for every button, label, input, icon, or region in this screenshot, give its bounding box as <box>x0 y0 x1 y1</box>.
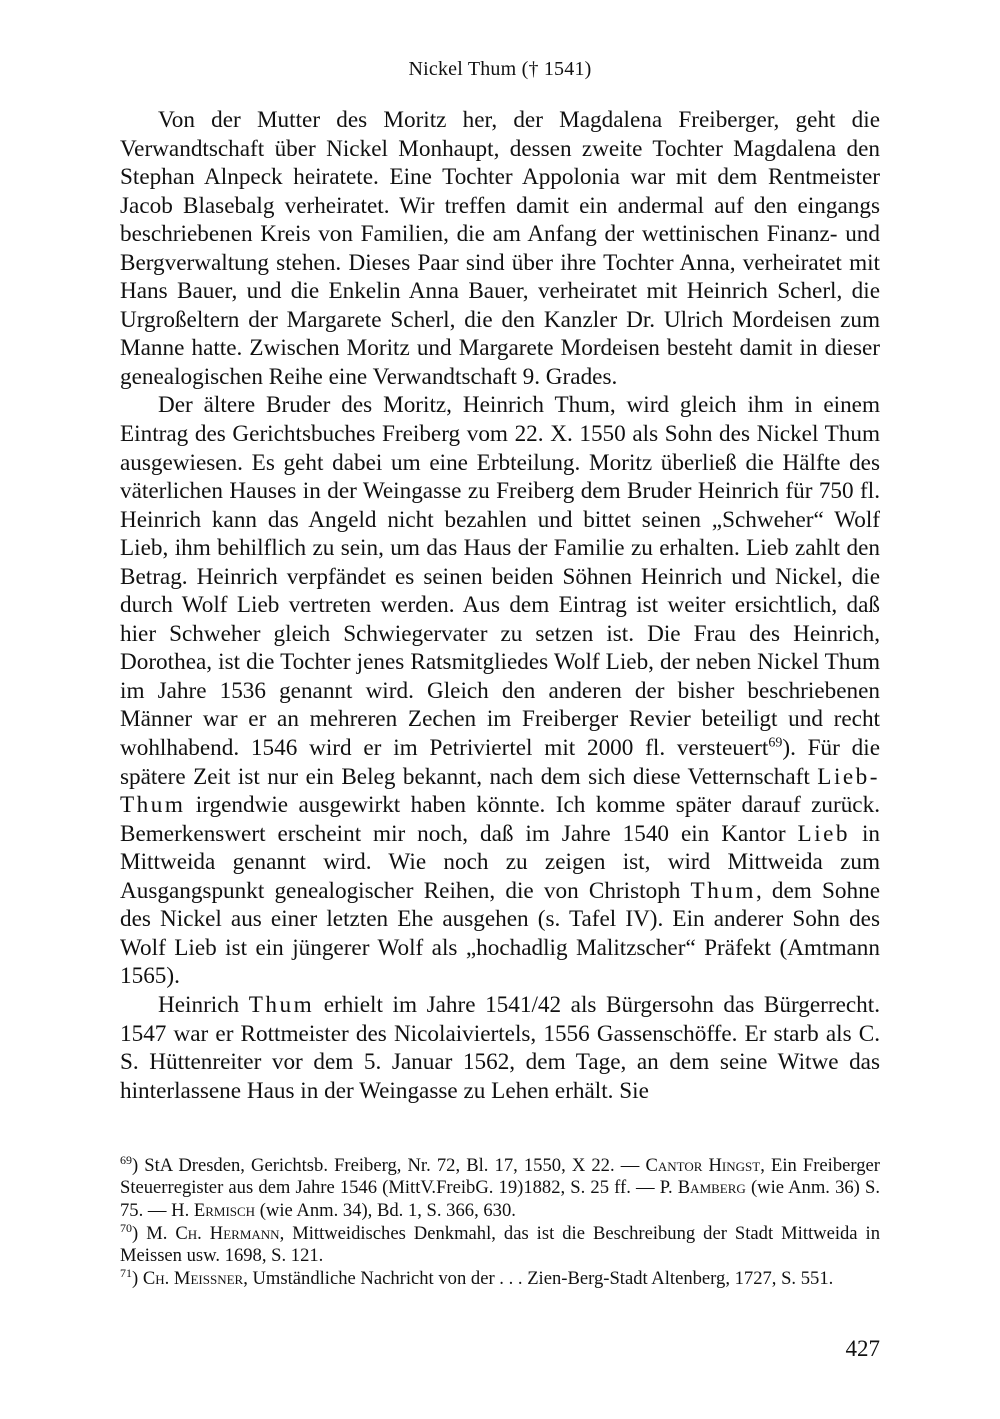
footnote-71 <box>120 1268 880 1290</box>
footnote-text: , Mittweidisches Denkmahl, das ist die Beschreibung der Stadt Mittweida in Meissen usw. 1698, S. 121. <box>120 1222 880 1267</box>
footnote-number: 70 <box>120 1220 132 1235</box>
paragraph-3-text-b: erhielt im Jahre 1541/42 als Bürgersohn das Bürgerrecht. 1547 war er Rottmeister des Nicolaiviertels, 1556 Gassenschöffe. Er starb als C. S. Hüttenreiter vor dem 5. Januar 1562, dem Tage, an dem seine Witwe das hinterlassene Haus in der Weingasse zu Lehen erhält. Sie <box>120 991 880 1104</box>
body-text <box>120 106 880 1105</box>
paragraph-2-text-c: irgendwie ausgewirkt haben könnte. Ich komme später darauf zurück. Bemerkenswert erscheint mir noch, daß im Jahre 1540 ein Kantor <box>120 792 880 847</box>
paragraph-2-text-a: Der ältere Bruder des Moritz, Heinrich Thum, wird gleich ihm in einem Eintrag des Gerichtsbuches Freiberg vom 22. X. 1550 als Sohn des Nickel Thum ausgewiesen. Es geht dabei um eine Erbteilung. Moritz überließ die Hälfte des väterlichen Hauses in der Weingasse zu Freiberg dem Bruder Heinrich für 750 fl. Heinrich kann das Angeld nicht bezahlen und bittet seinen „Schweher“ Wolf Lieb, ihm behilflich zu sein, um das Haus der Familie zu erhalten. Lieb zahlt den Betrag. Heinrich verpfändet es seinen beiden Söhnen Heinrich und Nickel, die durch Wolf Lieb vertreten werden. Aus dem Eintrag ist weiter ersichtlich, daß hier Schweher gleich Schwiegervater zu setzen ist. Die Frau des Heinrich, Dorothea, ist die Tochter jenes Ratsmitgliedes Wolf Lieb, der neben Nickel Thum im Jahre 1536 genannt wird. Gleich den anderen der bisher beschriebenen Männer war er an mehreren Zechen im Freiberger Revier beteiligt und recht wohlhabend. 1546 wird er im Petriviertel mit 2000 fl. versteuert <box>120 392 880 762</box>
page-number: 427 <box>845 1336 880 1361</box>
footnote-text: ) StA Dresden, Gerichtsb. Freiberg, Nr. 72, Bl. 17, 1550, X 22. — <box>132 1155 646 1176</box>
footnote-text: (wie Anm. 36) S. 75. — <box>120 1177 880 1221</box>
footnotes <box>120 1152 880 1292</box>
author-name: Cantor Hingst <box>645 1155 761 1176</box>
author-name: P. Bamberg <box>659 1177 746 1199</box>
footnote-number: 71 <box>120 1266 132 1281</box>
paragraph-3 <box>120 991 880 1105</box>
paragraph-2-text-b: ). Für die spätere Zeit ist nur ein Beleg bekannt, nach dem sich diese Vetternschaft <box>120 735 880 790</box>
footnote-text: (wie Anm. 34), Bd. 1, S. 366, 630. <box>255 1199 516 1221</box>
spaced-name-lieb-thum: Lieb-Thum <box>120 763 880 819</box>
spaced-name-thum-2: Thum <box>248 991 315 1018</box>
footnote-ref-69: 69 <box>768 735 783 751</box>
author-name: Ch. Meissner <box>142 1268 244 1290</box>
running-head: Nickel Thum († 1541) <box>408 58 592 80</box>
footnote-text: , Ein Freiberger Steuerregister aus dem Jahre 1546 (MittV.FreibG. 19)1882, S. 25 ff. — <box>120 1155 880 1199</box>
footnote-text: ) <box>132 1222 147 1244</box>
footnote-text: , Umständliche Nachricht von der . . . Zien-Berg-Stadt Altenberg, 1727, S. 551. <box>243 1268 834 1290</box>
spaced-name-thum: Thum <box>690 877 756 904</box>
spaced-name-lieb: Lieb <box>797 820 851 847</box>
author-name: H. Ermisch <box>171 1199 256 1221</box>
footnote-70 <box>120 1220 880 1268</box>
paragraph-3-text-a: Heinrich <box>158 991 249 1018</box>
paragraph-1: Von der Mutter des Moritz her, der Magdalena Freiberger, geht die Verwandtschaft über Nickel Monhaupt, dessen zweite Tochter Magdalena den Stephan Alnpeck heiratete. Eine Tochter Appolonia war mit dem Rentmeister Jacob Blasebalg verheiratet. Wir treffen damit ein andermal auf den eingangs beschriebenen Kreis von Familien, die am Anfang der wettinischen Finanz- und Bergverwaltung stehen. Dieses Paar sind über ihre Tochter Anna, verheiratet mit Hans Bauer, und die Enkelin Anna Bauer, verheiratet mit Heinrich Scherl, die Urgroßeltern der Margarete Scherl, die den Kanzler Dr. Ulrich Mordeisen zum Manne hatte. Zwischen Moritz und Margarete Mordeisen besteht damit in dieser genealogischen Reihe eine Verwandtschaft 9. Grades. <box>120 107 880 390</box>
paragraph-2 <box>120 391 880 990</box>
author-name: M. Ch. Hermann <box>146 1222 280 1244</box>
footnote-number: 69 <box>120 1152 132 1167</box>
paragraph-2-text-e: , dem Sohne des Nickel aus einer letzten Ehe ausgehen (s. Tafel IV). Ein anderer Sohn des Wolf Lieb ist ein jüngerer Wolf als „hochadlig Malitzscher“ Präfekt (Amtmann 1565). <box>120 877 881 990</box>
paragraph-2-text-d: in Mittweida genannt wird. Wie noch zu zeigen ist, wird Mittweida zum Ausgangspunkt genealogischer Reihen, die von Christoph <box>120 820 880 904</box>
footnote-69 <box>120 1152 880 1222</box>
footnote-text: ) <box>132 1268 143 1290</box>
